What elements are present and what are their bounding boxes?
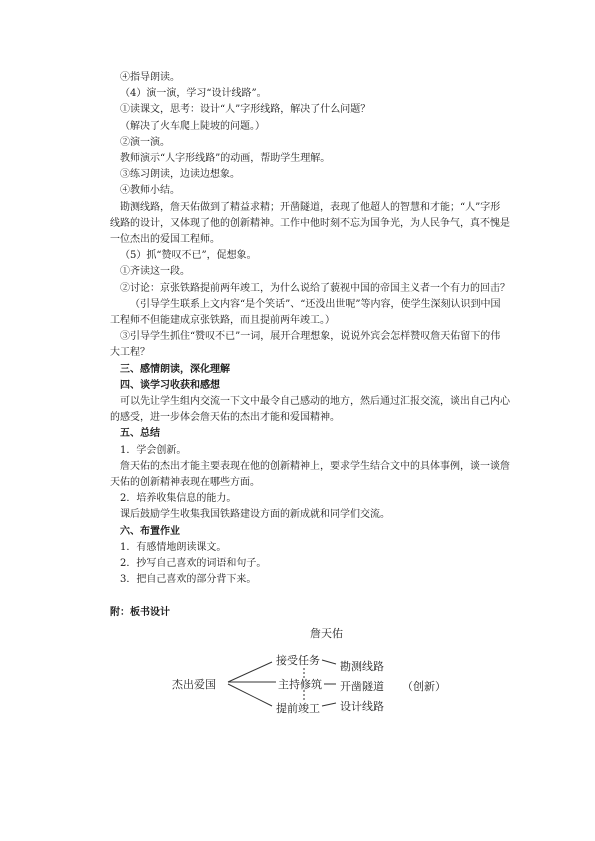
guidance-paragraph: ③引导学生抓住“赞叹不已”一词，展开合理想象，说说外宾会怎样赞叹詹天佑留下的伟大工程？ (110, 331, 501, 359)
guidance-paragraph: （引导学生联系上文内容“是个笑话”、“还没出世呢”等内容，使学生深刻认识到中国工程师不但能建成京张铁路，而且提前两年竣工。） (110, 298, 501, 327)
connector-line (322, 660, 336, 664)
board-branch: 提前竣工 (276, 702, 320, 715)
board-detail: 开凿隧道 (340, 680, 384, 693)
text-line: 2．培养收集信息的能力。 (120, 493, 237, 505)
text-line: ②演一演。 (120, 136, 170, 148)
board-note: （创新） (402, 680, 446, 693)
connector-line (322, 703, 336, 706)
text-line: ①齐读这一段。 (120, 266, 190, 278)
text-paragraph: 詹天佑的杰出才能主要表现在他的创新精神上，要求学生结合文中的具体事例，谈一谈詹天佑的创新精神表现在哪些方面。 (110, 460, 510, 489)
board-branch: 主持修筑 (278, 678, 322, 691)
text-line: 1．学会创新。 (120, 444, 187, 456)
summary-paragraph: 勘测线路，詹天佑做到了精益求精；开凿隧道，表现了他超人的智慧和才能；“人”字形线路的设计，又体现了他的创新精神。工作中他时刻不忘为国争光，为人民争气，真不愧是一位杰出的爱国工程师。 (110, 201, 510, 246)
board-title: 詹天佑 (310, 627, 343, 640)
text-line: 教师演示“人字形线路”的动画，帮助学生理解。 (120, 153, 331, 165)
text-line: ④教师小结。 (120, 185, 180, 197)
connector-line (228, 684, 272, 706)
text-line: ①读课文，思考：设计“人”字形线路，解决了什么问题？ (120, 104, 371, 116)
board-diagram (160, 620, 460, 730)
board-root: 杰出爱国 (172, 678, 216, 691)
text-line: ④指导朗读。 (120, 72, 180, 83)
text-paragraph: 可以先让学生组内交流一下文中最令自己感动的地方，然后通过汇报交流，谈出自己内心的感受，进一步体会詹天佑的杰出才能和爱国精神。 (110, 396, 510, 424)
section-heading: 四、谈学习收获和感想 (120, 379, 220, 391)
text-line: 3．把自己喜欢的部分背下来。 (120, 574, 257, 586)
section-heading: 五、总结 (120, 428, 160, 440)
discussion-paragraph: ②讨论：京张铁路提前两年竣工，为什么说给了藐视中国的帝国主义者一个有力的回击？ (120, 282, 510, 294)
text-line: （解决了火车爬上陡坡的问题。） (120, 120, 265, 132)
text-line: 2．抄写自己喜欢的词语和句子。 (120, 558, 267, 570)
connector-line (228, 662, 272, 682)
text-line: 1．有感情地朗读课文。 (120, 541, 227, 553)
section-heading: 三、感情朗读，深化理解 (120, 363, 230, 375)
text-line: （5）抓“赞叹不已”，促想象。 (120, 250, 257, 262)
board-design-heading: 附：板书设计 (110, 607, 170, 618)
text-line: ③练习朗读，边读边想象。 (120, 169, 240, 181)
section-heading: 六、布置作业 (120, 525, 180, 537)
board-detail: 勘测线路 (340, 660, 384, 673)
lesson-body (110, 70, 510, 589)
text-line: 课后鼓励学生收集我国铁路建设方面的新成就和同学们交流。 (120, 509, 390, 521)
text-line: （4）演一演，学习“设计线路”。 (120, 88, 267, 100)
board-branch: 接受任务 (276, 654, 320, 667)
board-detail: 设计线路 (340, 700, 384, 713)
